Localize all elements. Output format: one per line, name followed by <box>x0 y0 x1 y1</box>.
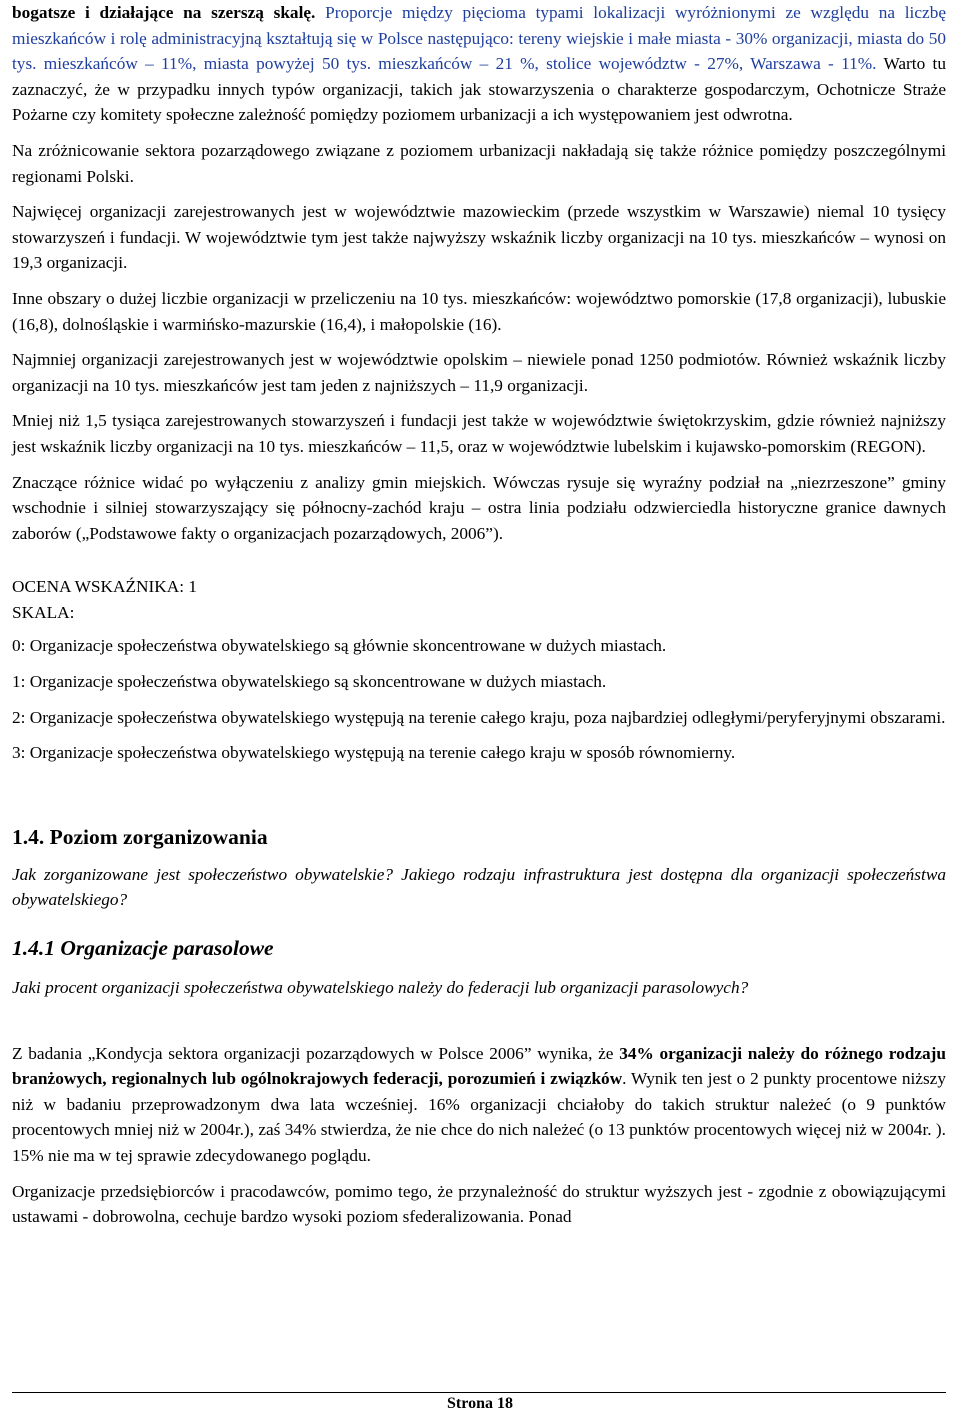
paragraph-regional-differences: Na zróżnicowanie sektora pozarządowego związane z poziomem urbanizacji nakładają się także różnice pomiędzy poszczególnymi regionami Polski. <box>12 140 946 186</box>
scale-item: 1: Organizacje społeczeństwa obywatelskiego są skoncentrowane w dużych miastach. <box>12 672 607 692</box>
section-question: Jak zorganizowane jest społeczeństwo obywatelskie? Jakiego rodzaju infrastruktura jest dostępna dla organizacji społeczeństwa obywatelskiego? <box>12 864 946 910</box>
scale-item: 2: Organizacje społeczeństwa obywatelskiego występują na terenie całego kraju, poza najbardziej odległymi/peryferyjnymi obszarami. <box>12 707 946 727</box>
paragraph-mazowieckie: Najwięcej organizacji zarejestrowanych jest w województwie mazowieckim (przede wszystkim w Warszawie) niemal 10 tysięcy stowarzyszeń i fundacji. W województwie tym jest także najwyższy wskaźnik liczby organizacji na 10 tys. mieszkańców – wynosi on 19,3 organizacji. <box>12 202 946 273</box>
page-number: Strona 18 <box>447 1395 513 1412</box>
document-page <box>12 0 946 1230</box>
paragraph-swietokrzyskie: Mniej niż 1,5 tysiąca zarejestrowanych stowarzyszeń i fundacji jest także w województwie świętokrzyskim, gdzie również najniższy jest wskaźnik liczby organizacji na 10 tys. mieszkańców – 11,5, oraz w województwie lubelskim i kujawsko-pomorskim (REGON). <box>12 411 946 456</box>
footer-divider <box>12 1392 946 1393</box>
paragraph-urbanization <box>12 0 946 128</box>
paragraph-employers: Organizacje przedsiębiorców i pracodawców, pomimo tego, że przynależność do struktur wyższych jest - zgodnie z obowiązującymi ustawami - dobrowolna, cechuje bardzo wysoki poziom sfederalizowania. Ponad <box>12 1181 946 1227</box>
scale-label: SKALA: <box>12 602 75 622</box>
scale-item: 3: Organizacje społeczeństwa obywatelskiego występują na terenie całego kraju w sposób równomierny. <box>12 743 736 763</box>
paragraph-bold-lead: bogatsze i działające na szerszą skalę. <box>12 3 316 22</box>
paragraph-text: . Wynik ten jest o 2 punkty procentowe niższy niż w badaniu przeprowadzonym dwa lata wcześniej. 16% organizacji chciałoby do takich struktur należeć (o 9 punktów procentowych mniej niż w 2004r.), zaś 34% stwierdza, że nie chce do nich należeć (o 13 punktów procentowych więcej niż w 2004r. ). 15% nie ma w tej sprawie zdecydowanego poglądu. <box>12 1069 946 1165</box>
section-heading: 1.4. Poziom zorganizowania <box>12 824 268 849</box>
paragraph-highlighted-text: Proporcje między pięcioma typami lokalizacji wyróżnionymi ze względu na liczbę mieszkańców i rolę administracyjną kształtują się w Polsce następująco: tereny wiejskie i małe miasta - 30% organizacji, miasta do 50 tys. mieszkańców – 11%, miasta powyżej 50 tys. mieszkańców – 21 %, stolice województw - 27%, Warszawa - 11%. <box>12 3 947 74</box>
paragraph-federations <box>12 1041 946 1169</box>
paragraph-bold-finding: 34% organizacji należy do różnego rodzaju branżowych, regionalnych lub ogólnokrajowych federacji, porozumień i związków <box>12 1043 946 1089</box>
paragraph-text: Warto tu zaznaczyć, że w przypadku innych typów organizacji, takich jak stowarzyszenia o charakterze gospodarczym, Ochotnicze Straże Pożarne czy komitety społeczne zależność pomiędzy poziomem urbanizacji a ich występowaniem jest odwrotna. <box>12 54 946 125</box>
scale-item: 0: Organizacje społeczeństwa obywatelskiego są głównie skoncentrowane w dużych miastach. <box>12 636 667 656</box>
paragraph-text: Z badania „Kondycja sektora organizacji pozarządowych w Polsce 2006” wynika, że <box>12 1043 620 1063</box>
paragraph-opolskie: Najmniej organizacji zarejestrowanych jest w województwie opolskim – niewiele ponad 1250 podmiotów. Również wskaźnik liczby organizacji na 10 tys. mieszkańców jest tam jeden z najniższych – 11,9 organizacji. <box>12 350 946 395</box>
indicator-score: OCENA WSKAŹNIKA: 1 <box>12 577 197 597</box>
paragraph-partitions: Znaczące różnice widać po wyłączeniu z analizy gmin miejskich. Wówczas rysuje się wyraźny podział na „niezrzeszone” gminy wschodnie i silniej stowarzyszający się północny-zachód kraju – ostra linia podziału odzwierciedla historyczne granice dawnych zaborów („Podstawowe fakty o organizacjach pozarządowych, 2006”). <box>12 472 946 543</box>
subsection-heading: 1.4.1 Organizacje parasolowe <box>12 936 274 961</box>
paragraph-other-regions: Inne obszary o dużej liczbie organizacji w przeliczeniu na 10 tys. mieszkańców: województwo pomorskie (17,8 organizacji), lubuskie (16,8), dolnośląskie i warmińsko-mazurskie (16,4), i małopolskie (16). <box>12 288 946 334</box>
subsection-question: Jaki procent organizacji społeczeństwa obywatelskiego należy do federacji lub organizacji parasolowych? <box>12 978 749 998</box>
